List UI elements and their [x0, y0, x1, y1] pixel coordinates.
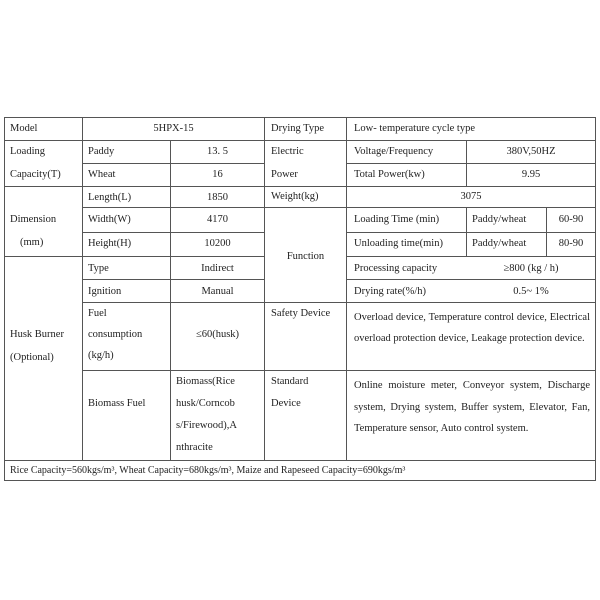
voltage-value: 380V,50HZ — [506, 146, 556, 157]
fuel-label-1: Fuel — [88, 308, 107, 319]
width-label: Width(W) — [88, 214, 131, 225]
dimension-label-2: (mm) — [20, 237, 44, 248]
paddy-value: 13. 5 — [207, 146, 228, 157]
type-value: Indirect — [201, 263, 234, 274]
length-label: Length(L) — [88, 192, 132, 203]
total-power-value: 9.95 — [521, 169, 541, 180]
loading-time-sub: Paddy/wheat — [472, 214, 527, 225]
voltage-label: Voltage/Frequency — [354, 146, 434, 157]
unloading-time-label: Unloading time(min) — [354, 238, 443, 249]
type-label: Type — [88, 263, 109, 274]
loading-capacity-label-1: Loading — [10, 146, 45, 157]
processing-capacity-label: Processing capacity — [354, 263, 438, 274]
biomass-fuel-value-4: nthracite — [176, 442, 213, 453]
function-label: Function — [286, 251, 325, 262]
paddy-label: Paddy — [88, 146, 115, 157]
processing-capacity-value: ≥800 (kg / h) — [503, 263, 559, 274]
loading-time-value: 60-90 — [558, 214, 584, 225]
weight-label: Weight(kg) — [271, 191, 319, 202]
loading-capacity-label-2: Capacity(T) — [10, 169, 61, 180]
electric-power-label-1: Electric — [271, 146, 304, 157]
model-label: Model — [10, 123, 38, 134]
biomass-fuel-value-1: Biomass(Rice — [176, 376, 235, 387]
biomass-fuel-value-2: husk/Corncob — [176, 398, 235, 409]
ignition-value: Manual — [201, 286, 234, 297]
electric-power-label-2: Power — [271, 169, 298, 180]
capacity-footnote: Rice Capacity=560kgs/m³, Wheat Capacity=680kgs/m³, Maize and Rapeseed Capacity=690kgs/m³ — [10, 465, 406, 476]
husk-burner-label-1: Husk Burner — [10, 329, 64, 340]
safety-device-label: Safety Device — [271, 308, 331, 319]
biomass-fuel-label: Biomass Fuel — [88, 398, 146, 409]
standard-device-label-1: Standard — [271, 376, 309, 387]
standard-device-value: Online moisture meter, Conveyor system, Discharge system, Drying system, Buffer system, Elevator, Fan, Temperature sensor, Auto control system. — [354, 380, 590, 434]
height-label: Height(H) — [88, 238, 132, 249]
loading-time-label: Loading Time (min) — [354, 214, 440, 225]
weight-value: 3075 — [460, 191, 482, 202]
wheat-label: Wheat — [88, 169, 116, 180]
standard-device-label-2: Device — [271, 398, 301, 409]
fuel-label-2: consumption — [88, 329, 143, 340]
safety-device-value: Overload device, Temperature control device, Electrical overload protection device, Leakage protection device. — [354, 312, 590, 344]
fuel-label-3: (kg/h) — [88, 350, 114, 361]
model-value: 5HPX-15 — [153, 123, 194, 134]
drying-rate-value: 0.5~ 1% — [513, 286, 549, 297]
height-value: 10200 — [204, 238, 231, 249]
unloading-time-value: 80-90 — [558, 238, 584, 249]
drying-type-value: Low- temperature cycle type — [354, 123, 475, 134]
husk-burner-label-2: (Optional) — [10, 352, 54, 363]
total-power-label: Total Power(kw) — [354, 169, 425, 180]
unloading-time-sub: Paddy/wheat — [472, 238, 527, 249]
length-value: 1850 — [207, 192, 228, 203]
biomass-fuel-value-3: s/Firewood),A — [176, 420, 237, 431]
ignition-label: Ignition — [88, 286, 122, 297]
wheat-value: 16 — [212, 169, 223, 180]
dimension-label-1: Dimension — [10, 214, 57, 225]
drying-type-label: Drying Type — [271, 123, 325, 134]
fuel-value: ≤60(husk) — [195, 329, 240, 340]
width-value: 4170 — [207, 214, 228, 225]
drying-rate-label: Drying rate(%/h) — [354, 286, 427, 297]
